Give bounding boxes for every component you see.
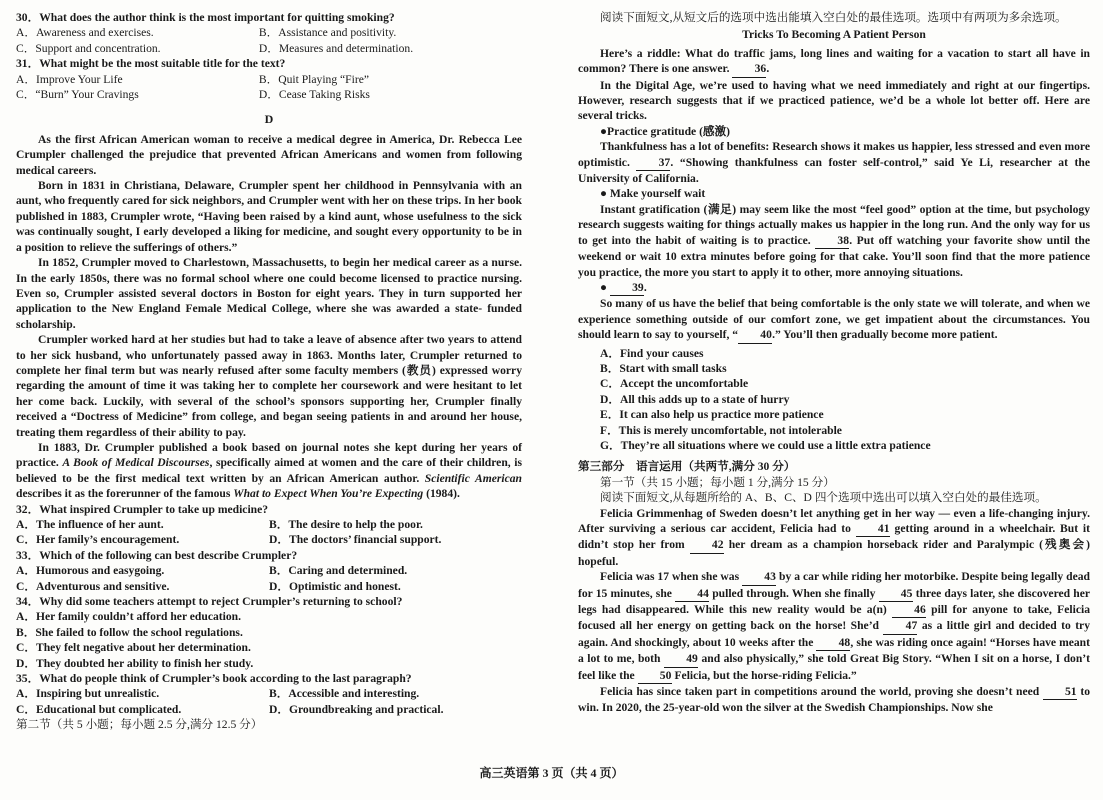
book-title: A Book of Medical Discourses (62, 456, 210, 470)
text-run: by a car while riding her motorbike. Despite being legally dead for 15 minutes, she (578, 570, 1091, 600)
text-run: In 1883, Dr. Crumpler published a book based on journal notes she kept during her years of practice. (16, 440, 522, 470)
blank-44: 44 (675, 586, 709, 602)
option-b: B．She failed to follow the school regulations. (16, 625, 243, 639)
part-3-heading: 第三部分 语言运用（共两节,满分 30 分） (578, 460, 796, 474)
paragraph: Born in 1831 in Christiana, Delaware, Crumpler spent her childhood in Pennsylvania with an aunt, who frequently cared for sick neighbors, and Crumpler went with her on these trips. In her book published in 1883, Crumpler wrote, “Having been raised by a kind aunt, whose usefulness to the sick was continually sought, I early developed a liking for medicine, and sought every opportunity to be in a position to relieve the sufferings of others.” (16, 179, 522, 254)
blank-42: 42 (690, 537, 724, 553)
section-1-heading: 第一节（共 15 小题；每小题 1 分,满分 15 分） (600, 475, 835, 489)
text-run: to win. In 2020, the 25-year-old won the silver at the Swedish Championships. Now she (578, 685, 1090, 715)
question-30 (16, 10, 522, 56)
right-column (578, 10, 1090, 716)
text-run: Thankfulness has a lot of benefits: Research shows it makes us happier, less stressed and even more optimistic. (578, 140, 1090, 169)
text-run: . Put off watching your favorite show until the weekend or wait 10 extra minutes before going for that cake. You’ll soon find that the more patience you practice, the more you start to apply it to other, more annoying situations. (578, 233, 1090, 279)
text-run: three days later, she discovered her legs had disappeared. While this new reality would be a(n) (578, 586, 1090, 617)
section-d-heading: D (264, 112, 274, 127)
text-run: , she was riding once again! “Horses have meant a lot to me, both (578, 635, 1090, 666)
page-footer: 高三英语第 3 页（共 4 页） (479, 766, 624, 780)
question-33 (16, 548, 522, 594)
question-stem: 33．Which of the following can best describe Crumpler? (16, 548, 298, 562)
option-c: C．They felt negative about her determination. (16, 641, 251, 655)
option-b: B．Assistance and positivity. (258, 26, 397, 40)
question-35 (16, 671, 522, 717)
option-b: B．Caring and determined. (269, 564, 408, 578)
option-b: B．Start with small tasks (600, 361, 727, 375)
question-stem: 30．What does the author think is the most important for quitting smoking? (16, 11, 395, 24)
paragraph (16, 440, 522, 502)
question-stem: 32．What inspired Crumpler to take up medicine? (16, 502, 269, 516)
paragraph: In the Digital Age, we’re used to having what we need immediately and right at our fingertips. However, research suggests that if we practiced patience, we’d be a whole lot better off. Here are several tricks. (578, 78, 1090, 123)
question-stem: 34．Why did some teachers attempt to reject Crumpler’s returning to school? (16, 595, 403, 609)
text-run: and also physically,” she told Great Big Story. “When I sit on a horse, I don’t feel like the (578, 652, 1090, 682)
text-run: , specifically aimed at women and the care of their children, is believed to be the first medical text written by an African American author. (16, 456, 522, 485)
subheading (578, 280, 1090, 296)
text-run: So many of us have the belief that being comfortable is the only state we will tolerate, and when we experience something outside of our comfort zone, we get impatient about the circumstances. You should learn to say to yourself, “ (578, 297, 1090, 342)
blank-51: 51 (1043, 684, 1077, 700)
option-c: C．“Burn” Your Cravings (16, 88, 139, 102)
option-d: D．The doctors’ financial support. (269, 533, 442, 547)
paragraph (578, 139, 1090, 186)
option-b: B．Quit Playing “Fire” (258, 72, 370, 86)
text-run: pulled through. When she finally (709, 586, 879, 600)
blank-43: 43 (742, 569, 776, 585)
blank-46: 46 (892, 602, 926, 618)
option-d: D．Optimistic and honest. (269, 579, 401, 593)
option-d: D．Cease Taking Risks (258, 88, 370, 102)
blank-50: 50 (638, 668, 672, 684)
option-c: C．Accept the uncomfortable (600, 377, 749, 391)
option-c: C．Support and concentration. (16, 41, 161, 55)
blank-38: 38 (815, 233, 849, 249)
paragraph (578, 569, 1090, 684)
option-a: A．Improve Your Life (16, 72, 123, 86)
option-d: D．Groundbreaking and practical. (269, 702, 444, 716)
question-stem: 31．What might be the most suitable title for the text? (16, 57, 286, 71)
subheading: ●Practice gratitude (感激) (600, 124, 730, 138)
section-1-instructions: 阅读下面短文,从每题所给的 A、B、C、D 四个选项中选出可以填入空白处的最佳选项。 (600, 491, 1047, 505)
paragraph (578, 684, 1090, 716)
blank-39: 39 (610, 280, 644, 296)
bullet-mark: ● (600, 280, 610, 294)
passage-cloze (578, 506, 1090, 716)
option-d: D．They doubted her ability to finish her study. (16, 656, 254, 670)
text-run: .” You’ll then gradually become more patient. (772, 328, 998, 342)
text-run: pill for anyone to take, Felicia focused all her energy on getting back on the horse! She’d (578, 603, 1091, 633)
option-b: B．The desire to help the poor. (269, 518, 423, 531)
text-run: her dream as a champion horseback rider and Paralympic (残奥会) hopeful. (578, 538, 1091, 568)
text-run: . (766, 62, 770, 76)
blank-40: 40 (738, 327, 772, 343)
text-run: . “Showing thankfulness can foster self-control,” said Ye Li, researcher at the University of California. (578, 155, 1090, 186)
paragraph (578, 506, 1090, 570)
paragraph (578, 202, 1090, 280)
blank-45: 45 (879, 586, 913, 602)
option-c: C．Her family’s encouragement. (16, 533, 180, 547)
instructions: 阅读下面短文,从短文后的选项中选出能填入空白处的最佳选项。选项中有两项为多余选项。 (600, 11, 1067, 24)
option-e: E．It can also help us practice more patience (600, 408, 824, 422)
passage-patience (578, 46, 1090, 344)
paragraph: In 1852, Crumpler moved to Charlestown, Massachusetts, to begin her medical career as a nurse. In the early 1850s, there was no formal school where one could become licensed to practice nursing. Even so, Crumpler assisted several doctors in Boston for eight years. They in turn supported her application to the New England Female Medical College, where she was awarded a state- funded scholarship. (16, 256, 522, 331)
text-run: Felicia was 17 when she was (600, 570, 743, 584)
question-34 (16, 594, 522, 671)
section-2-heading: 第二节（共 5 小题；每小题 2.5 分,满分 12.5 分） (16, 718, 263, 732)
blank-47: 47 (883, 618, 917, 634)
text-run: Here’s a riddle: What do traffic jams, long lines and waiting for a vacation to start all have in common? There is one answer. (578, 46, 1090, 76)
paragraph: As the first African American woman to receive a medical degree in America, Dr. Rebecca Lee Crumpler challenged the prejudice that prevented African Americans and women from following medical careers. (16, 132, 522, 177)
question-stem: 35．What do people think of Crumpler’s book according to the last paragraph? (16, 672, 412, 686)
paragraph (578, 296, 1090, 343)
book-title: What to Expect When You’re Expecting (233, 487, 424, 501)
passage-d (16, 132, 522, 502)
option-a: A．Humorous and easygoing. (16, 564, 165, 578)
option-d: D．Measures and determination. (258, 41, 414, 55)
option-c: C．Educational but complicated. (16, 702, 182, 716)
blank-36: 36 (732, 61, 766, 77)
option-d: D．All this adds up to a state of hurry (600, 392, 790, 406)
text-run: (1984). (423, 487, 460, 501)
text-run: Felicia, but the horse-riding Felicia.” (671, 668, 857, 682)
option-f: F．This is merely uncomfortable, not intolerable (600, 423, 842, 437)
text-run: as a little girl and decided to try again. And shockingly, about 10 weeks after the (578, 619, 1090, 649)
option-a: A．The influence of her aunt. (16, 518, 164, 531)
passage-title: Tricks To Becoming A Patient Person (742, 28, 926, 42)
text-run: Instant gratification (满足) may seem like the most “feel good” option at the time, but psychology research suggests waiting for things actually makes us happier in the long run. And the only way for us to get into the habit of waiting is to practice. (578, 202, 1090, 247)
option-b: B．Accessible and interesting. (269, 687, 420, 701)
option-a: A．Inspiring but unrealistic. (16, 687, 160, 701)
blank-41: 41 (856, 521, 890, 537)
magazine-title: Scientific American (424, 471, 522, 485)
blank-37: 37 (636, 155, 670, 171)
option-list (600, 346, 1090, 454)
text-run: describes it as the forerunner of the famous (16, 487, 234, 501)
question-31 (16, 56, 522, 102)
option-a: A．Her family couldn’t afford her education. (16, 610, 241, 624)
text-run: Felicia has since taken part in competitions around the world, proving she doesn’t need (600, 685, 1043, 699)
paragraph: Crumpler worked hard at her studies but had to take a leave of absence after two years to attend to her sick husband, who unfortunately passed away in 1863. Months later, Crumpler returned to complete her final term but was nearly refused after some faculty members (教员) expressed worry regarding the amount of time it was taking her to complete her coursework and were hesitant to let her come back. Luckily, with several of the school’s sponsors supporting her, Crumpler finally received a “Doctress of Medicine” from college, and began seeing patients in and around her house, treating them regardless of their ability to pay. (16, 333, 522, 439)
text-run: . (643, 280, 647, 294)
option-a: A．Awareness and exercises. (16, 26, 154, 40)
option-c: C．Adventurous and sensitive. (16, 579, 170, 593)
blank-49: 49 (664, 651, 698, 667)
blank-48: 48 (816, 635, 850, 651)
text-run: Felicia Grimmenhag of Sweden doesn’t let anything get in her way — even a life-changing injury. After surviving a serious car accident, Felicia had to (578, 506, 1090, 535)
option-a: A．Find your causes (600, 346, 704, 360)
option-g: G．They’re all situations where we could use a little extra patience (600, 438, 931, 452)
subheading: ● Make yourself wait (600, 187, 706, 201)
left-column (16, 10, 522, 733)
question-32 (16, 502, 522, 548)
text-run: getting around in a wheelchair. But it didn’t stop her from (578, 522, 1090, 552)
paragraph (578, 46, 1090, 78)
